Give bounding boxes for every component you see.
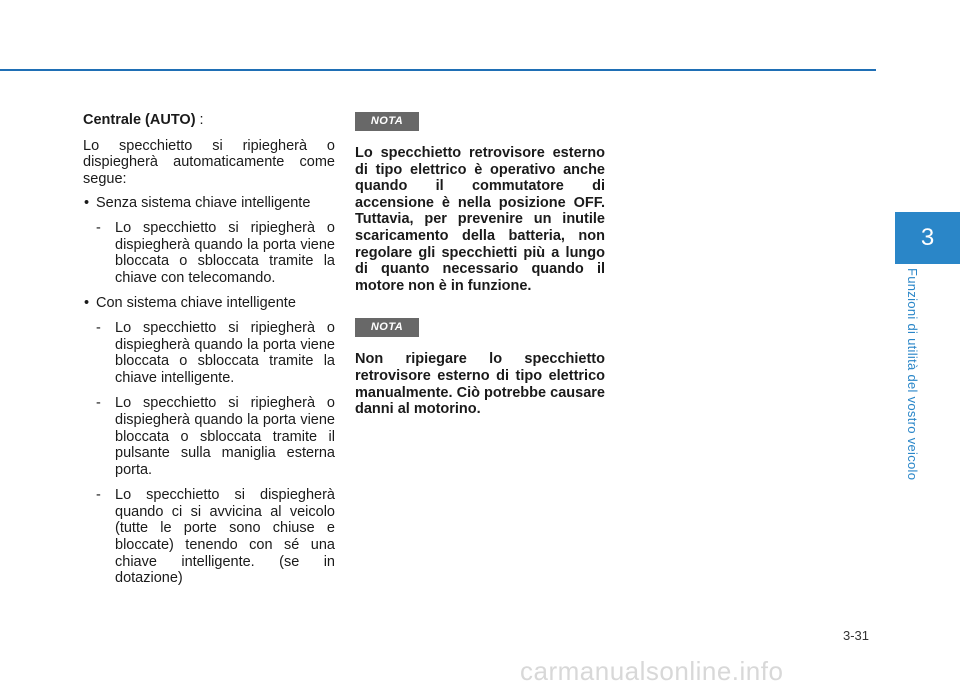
- chapter-title: Funzioni di utilità del vostro veicolo: [905, 268, 920, 481]
- dash-mark: -: [96, 219, 101, 236]
- section-heading-bold: Centrale (AUTO): [83, 112, 196, 128]
- section-heading: [83, 112, 335, 129]
- bullet-without-smart-key: • Senza sistema chiave intelligente: [83, 195, 335, 212]
- page-number: 3-31: [843, 628, 870, 643]
- dash-mark: -: [96, 395, 101, 412]
- note-paragraph-1: Lo specchietto retrovisore esterno di tipo elettrico è operativo anche quando il commutatore di accensione è nella posizione OFF. Tuttavia, per prevenire un inutile scaricamento della batteria, non regolare gli specchietti più a lungo di quanto necessario quando il motore non è in funzione.: [355, 145, 605, 294]
- dash-item-text: Lo specchietto si ripiegherà o dispiegherà quando la porta viene bloccata o sbloccata tramite la chiave intelligente.: [115, 319, 335, 386]
- chapter-number-tab: [895, 212, 960, 264]
- dash-item: [93, 220, 335, 286]
- dash-item-text: Lo specchietto si ripiegherà o dispiegherà quando la porta viene bloccata o sbloccata tramite la chiave con telecomando.: [115, 219, 335, 286]
- left-column: [83, 112, 335, 596]
- bullet-with-smart-key: • Con sistema chiave intelligente: [83, 295, 335, 312]
- dash-item-text: Lo specchietto si ripiegherà o dispiegherà quando la porta viene bloccata o sbloccata tramite il pulsante sulla maniglia esterna porta.: [115, 395, 335, 478]
- intro-paragraph: Lo specchietto si ripiegherà o dispiegherà automaticamente come segue:: [83, 137, 335, 187]
- dash-item: [93, 487, 335, 587]
- header-rule: [0, 69, 876, 71]
- dash-item-text: Lo specchietto si dispiegherà quando ci si avvicina al veicolo (tutte le porte sono chiuse e bloccate) tenendo con sé una chiave intelligente. (se in dotazione): [115, 487, 335, 587]
- nota-badge-wrapper: [355, 112, 605, 131]
- nota-badge: NOTA: [355, 318, 419, 337]
- dash-item: [93, 320, 335, 386]
- dash-mark: -: [96, 319, 101, 336]
- watermark: carmanualsonline.info: [520, 656, 784, 686]
- section-heading-colon: :: [195, 112, 204, 128]
- nota-badge-wrapper: [355, 318, 605, 337]
- dash-mark: -: [96, 487, 101, 504]
- note-paragraph-2: Non ripiegare lo specchietto retrovisore esterno di tipo elettrico manualmente. Ciò potrebbe causare danni al motorino.: [355, 351, 605, 418]
- chapter-number: 3: [920, 224, 935, 251]
- nota-badge: NOTA: [355, 112, 419, 131]
- dash-item: [93, 395, 335, 478]
- right-column: [355, 112, 605, 442]
